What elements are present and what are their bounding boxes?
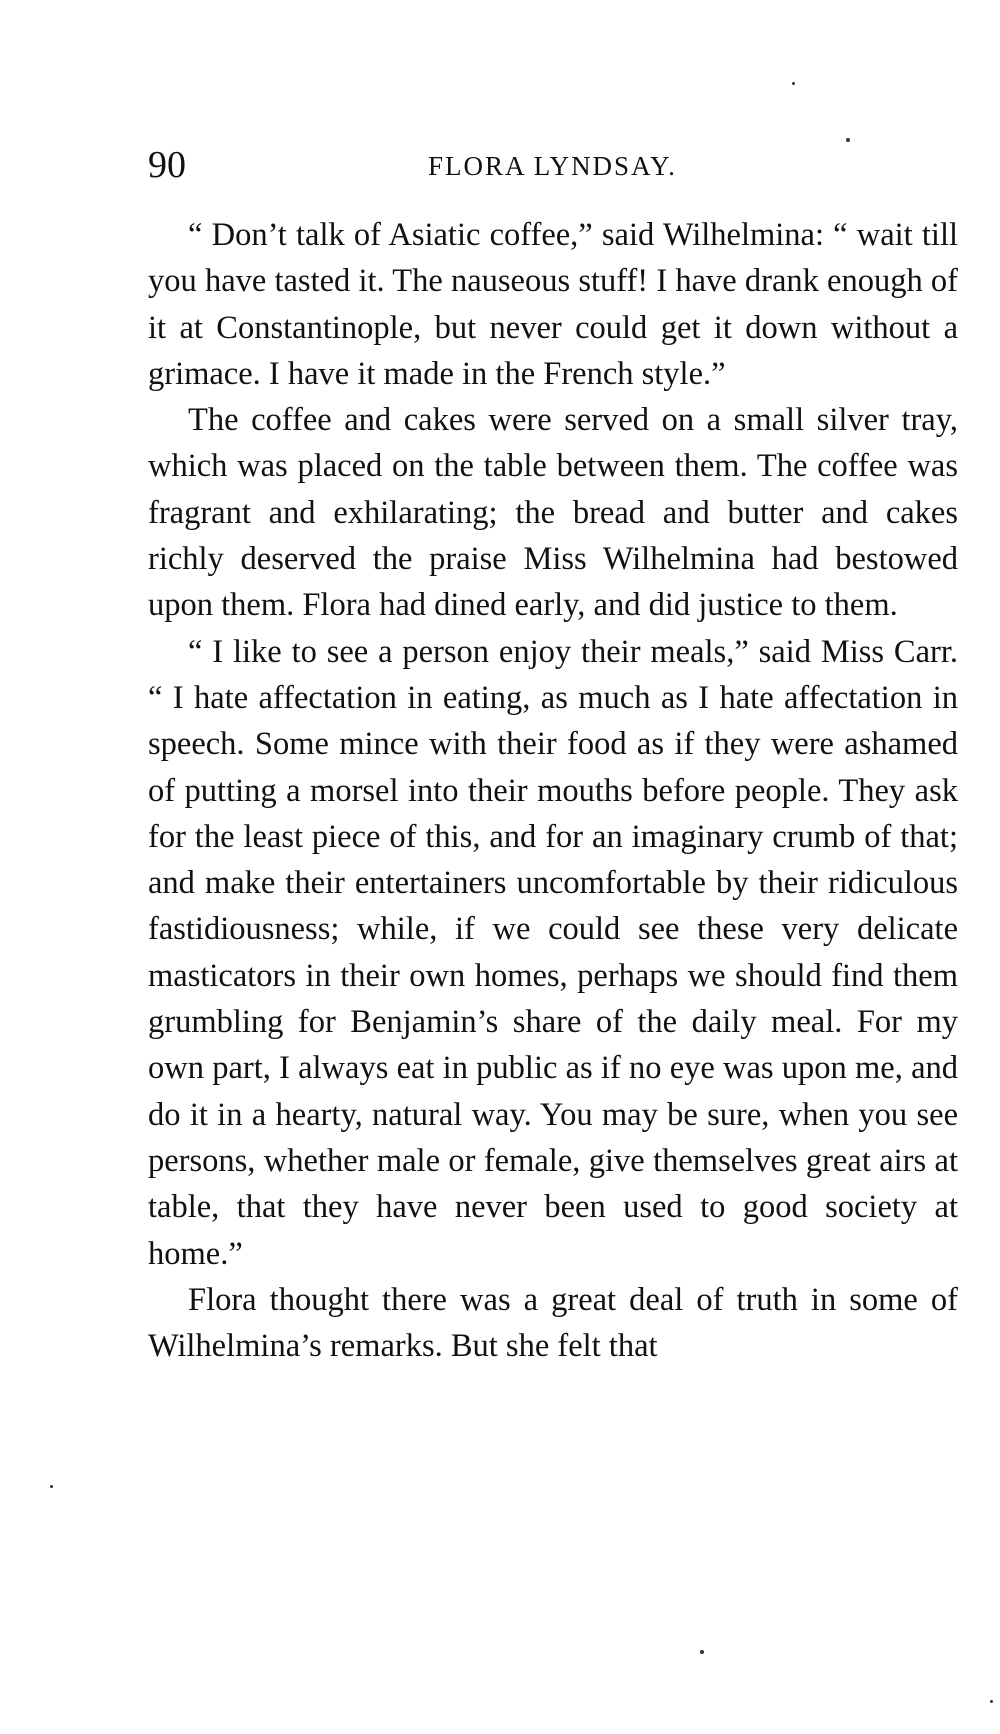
page-number: 90: [148, 144, 186, 186]
paragraph: “ I like to see a person enjoy their meals,” said Miss Carr. “ I hate affectation in eating, as much as I hate affectation in speech. Some mince with their food as if they were ashamed of putting a morsel into their mouths before people. They ask for the least piece of this, and for an imaginary crumb of that; and make their entertainers uncomfortable by their ridiculous fastidiousness; while, if we could see these very delicate masticators in their own homes, perhaps we should find them grumbling for Benjamin’s share of the daily meal. For my own part, I always eat in public as if no eye was upon me, and do it in a hearty, natural way. You may be sure, when you see persons, whether male or female, give themselves great airs at table, that they have never been used to good society at home.”: [148, 633, 958, 1272]
scan-speck: [700, 1650, 704, 1654]
page-header: [148, 140, 960, 190]
scan-speck: [50, 1485, 53, 1488]
running-title: FLORA LYNDSAY.: [428, 151, 677, 181]
paragraph: Flora thought there was a great deal of truth in some of Wilhelmina’s remarks. But she felt that: [148, 1281, 958, 1365]
scan-speck: [792, 82, 795, 85]
scan-speck: [846, 138, 850, 142]
paragraph: “ Don’t talk of Asiatic coffee,” said Wilhelmina: “ wait till you have tasted it. The nauseous stuff! I have drank enough of it at Constantinople, but never could get it down without a grimace. I have it made in the French style.”: [148, 217, 958, 392]
body-text: [148, 212, 958, 1369]
paragraph: The coffee and cakes were served on a small silver tray, which was placed on the table between them. The coffee was fragrant and exhilarating; the bread and butter and cakes richly deserved the praise Miss Wilhelmina had bestowed upon them. Flora had dined early, and did justice to them.: [148, 402, 958, 624]
scan-speck: [990, 1700, 993, 1703]
